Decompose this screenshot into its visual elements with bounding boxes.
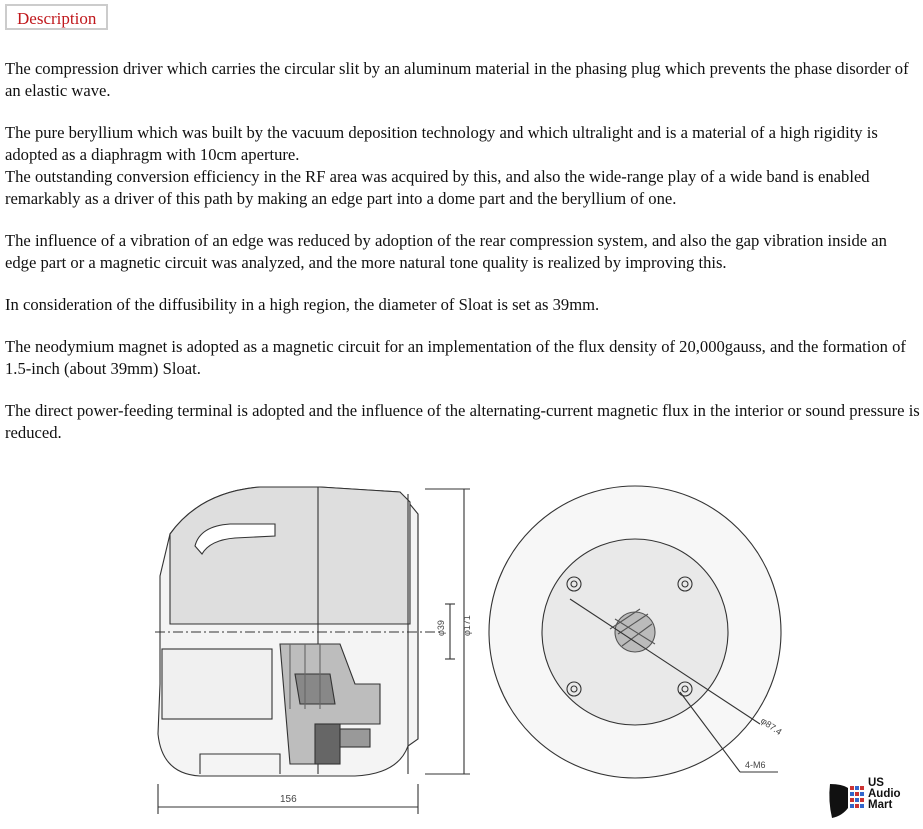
body-diameter-label: φ171 <box>462 615 472 636</box>
paragraph-phasing-plug: The compression driver which carries the circular slit by an aluminum material in the phasing plug which prevents the phase disorder of an elastic wave. <box>5 59 909 100</box>
description-tab[interactable]: Description <box>5 4 108 30</box>
speaker-logo-icon <box>826 778 866 824</box>
front-view-drawing <box>489 486 781 778</box>
driver-technical-drawing <box>140 474 784 825</box>
throat-diameter-label: φ39 <box>436 620 446 636</box>
paragraph-beryllium: The pure beryllium which was built by the vacuum deposition technology and which ultralight and is a material of a high rigidity is adopted as a diaphragm with 10cm aperture. <box>5 123 878 164</box>
width-dimension-label: 156 <box>280 794 297 805</box>
bolt-count-label: 4-M6 <box>745 760 766 770</box>
side-view-drawing <box>155 487 470 814</box>
paragraph-vibration: The influence of a vibration of an edge was reduced by adoption of the rear compression system, and also the gap vibration inside an edge part or a magnetic circuit was analyzed, and the more natural tone quality is realized by improving this. <box>5 231 887 272</box>
paragraph-diffusibility: In consideration of the diffusibility in a high region, the diameter of Sloat is set as 39mm. <box>5 295 600 314</box>
paragraph-conversion-efficiency: The outstanding conversion efficiency in the RF area was acquired by this, and also the wide-range play of a wide band is enabled remarkably as a driver of this path by making an edge part into a dome part and the beryllium of one. <box>5 167 870 208</box>
bolt-circle-label: φ87.4 <box>758 715 784 738</box>
brand-name: US Audio Mart <box>868 777 901 811</box>
us-audio-mart-logo <box>826 778 918 824</box>
paragraph-power-feeding: The direct power-feeding terminal is adopted and the influence of the alternating-current magnetic flux in the interior or sound pressure is reduced. <box>5 401 920 442</box>
paragraph-neodymium: The neodymium magnet is adopted as a magnetic circuit for an implementation of the flux density of 20,000gauss, and the formation of 1.5-inch (about 39mm) Sloat. <box>5 337 906 378</box>
description-content <box>5 58 920 464</box>
